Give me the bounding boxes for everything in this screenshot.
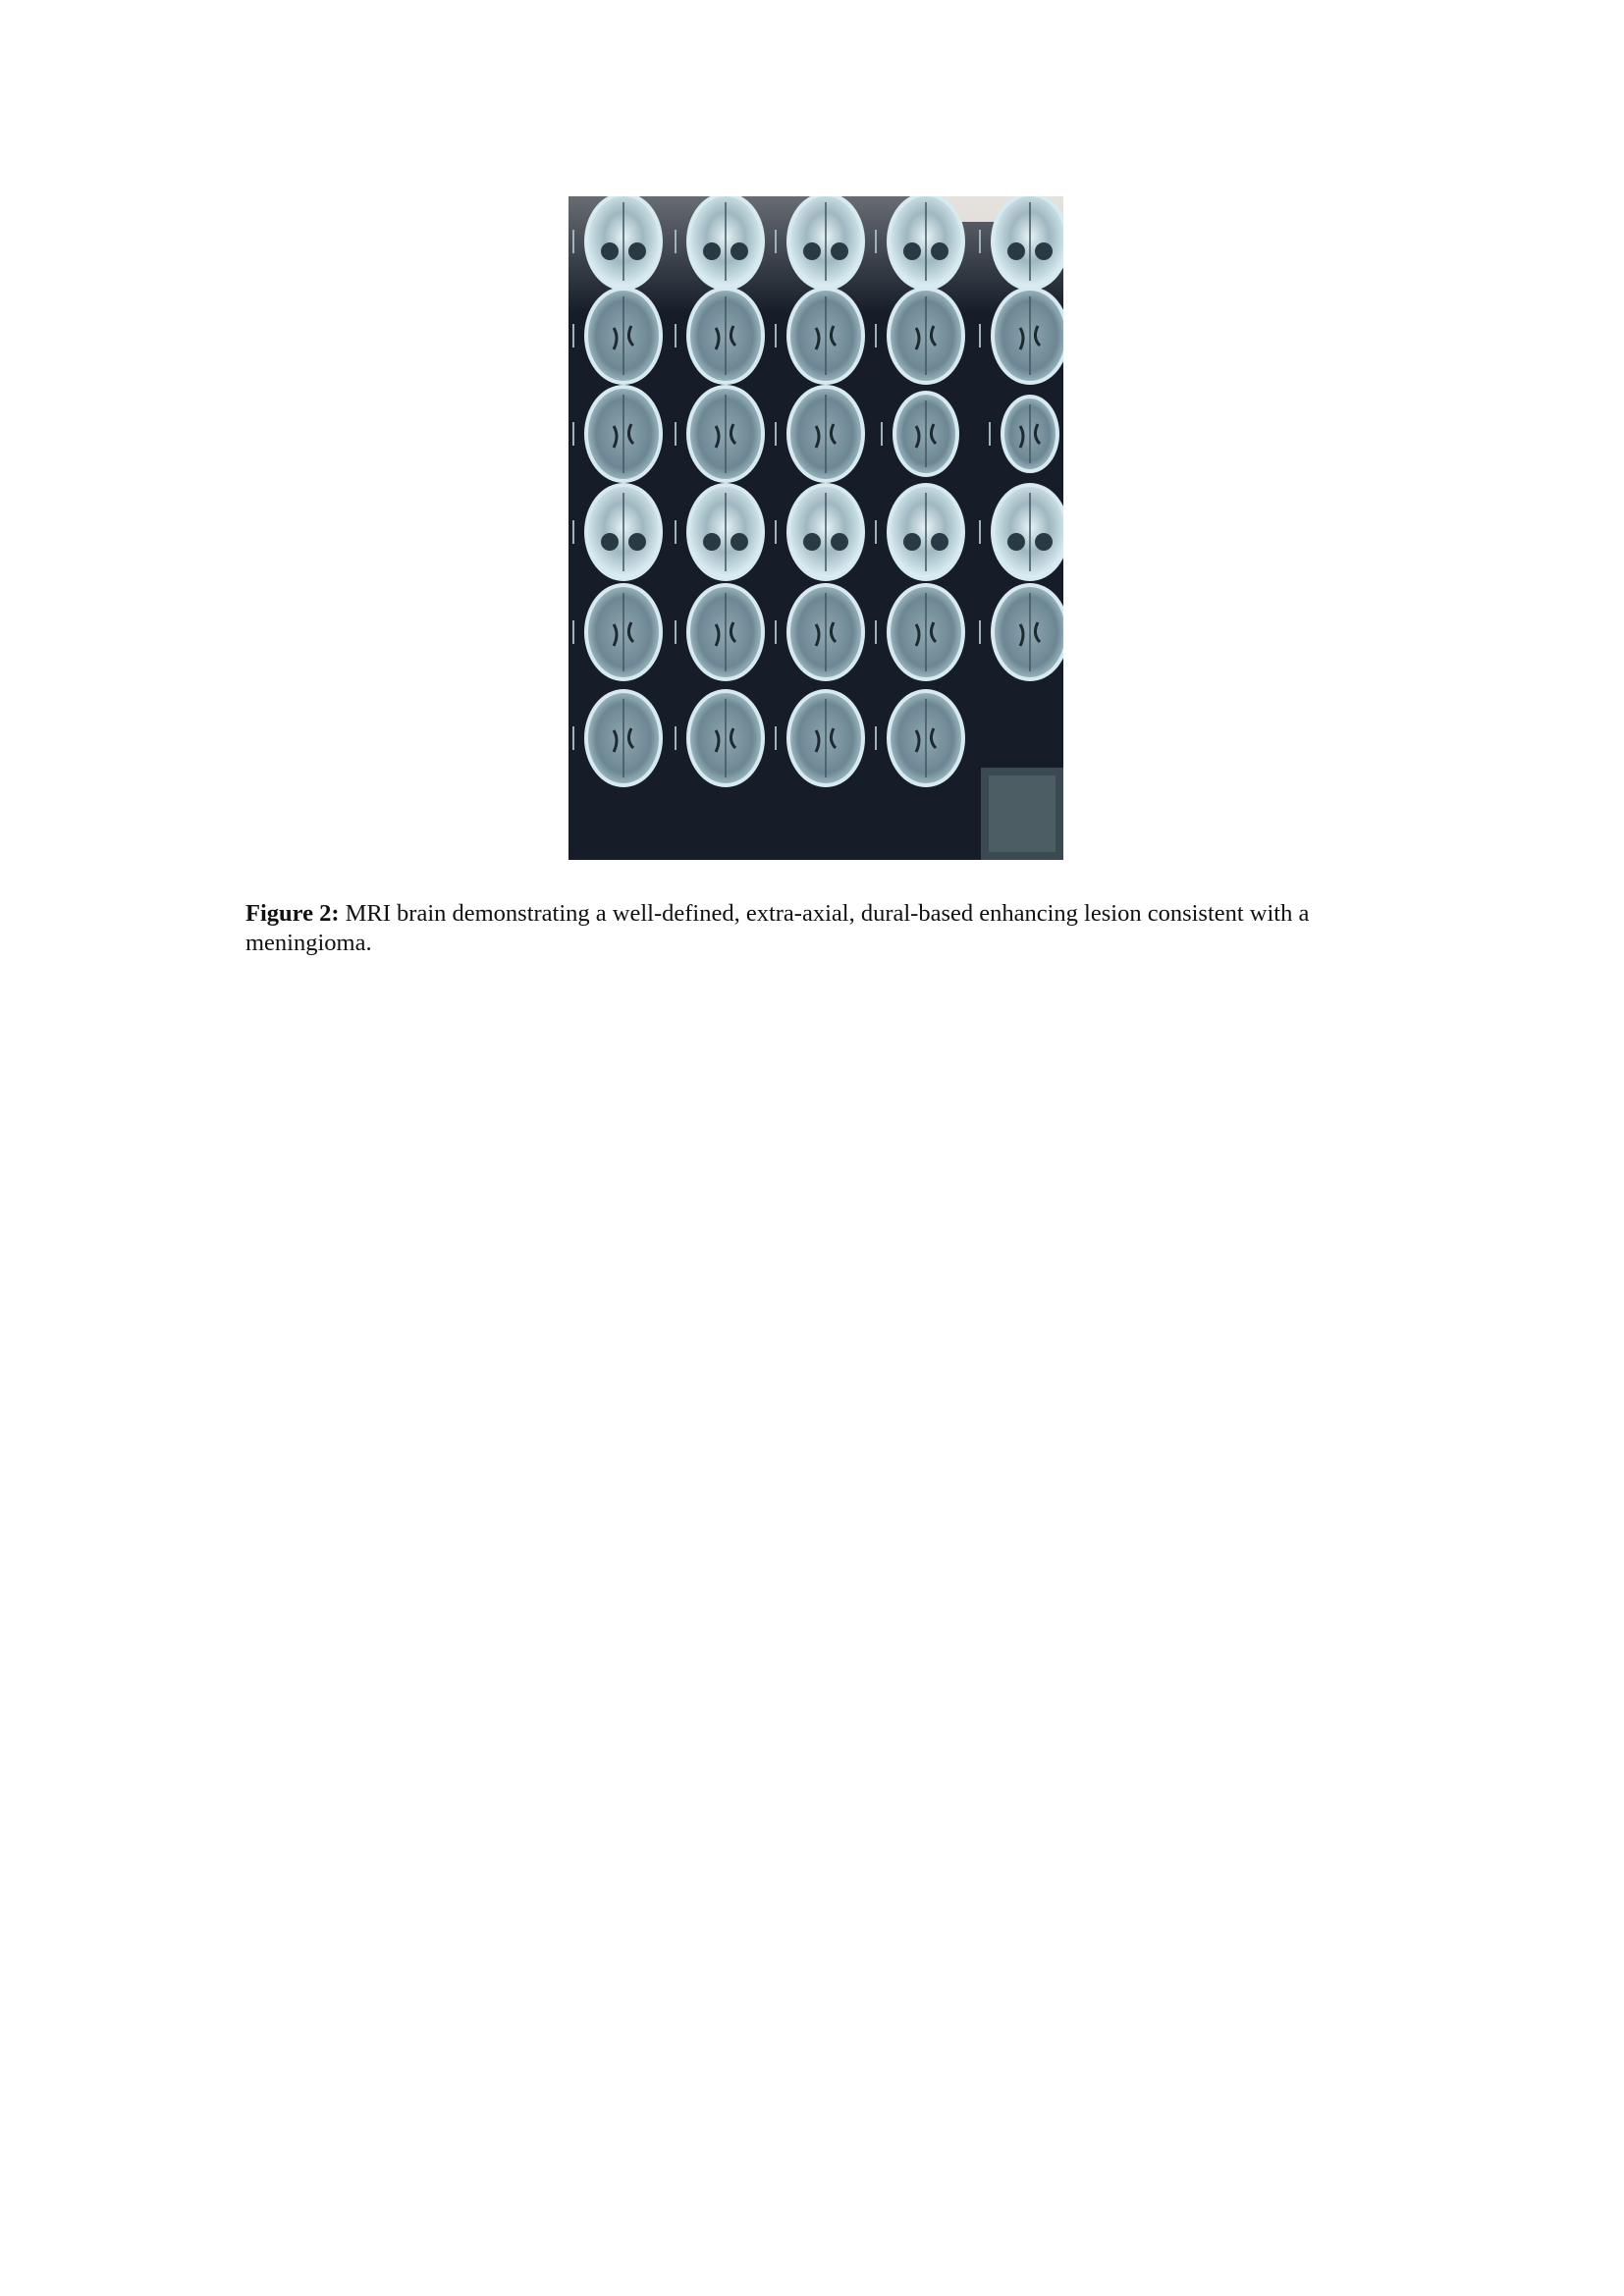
caption-text: MRI brain demonstrating a well-defined, extra-axial, dural-based enhancing lesion consistent with a meningioma. [245,899,1310,956]
mri-film-photo [568,196,1063,860]
figure-label: Figure 2: [245,899,340,927]
figure-caption [245,899,1404,958]
figure-2 [568,196,1063,860]
